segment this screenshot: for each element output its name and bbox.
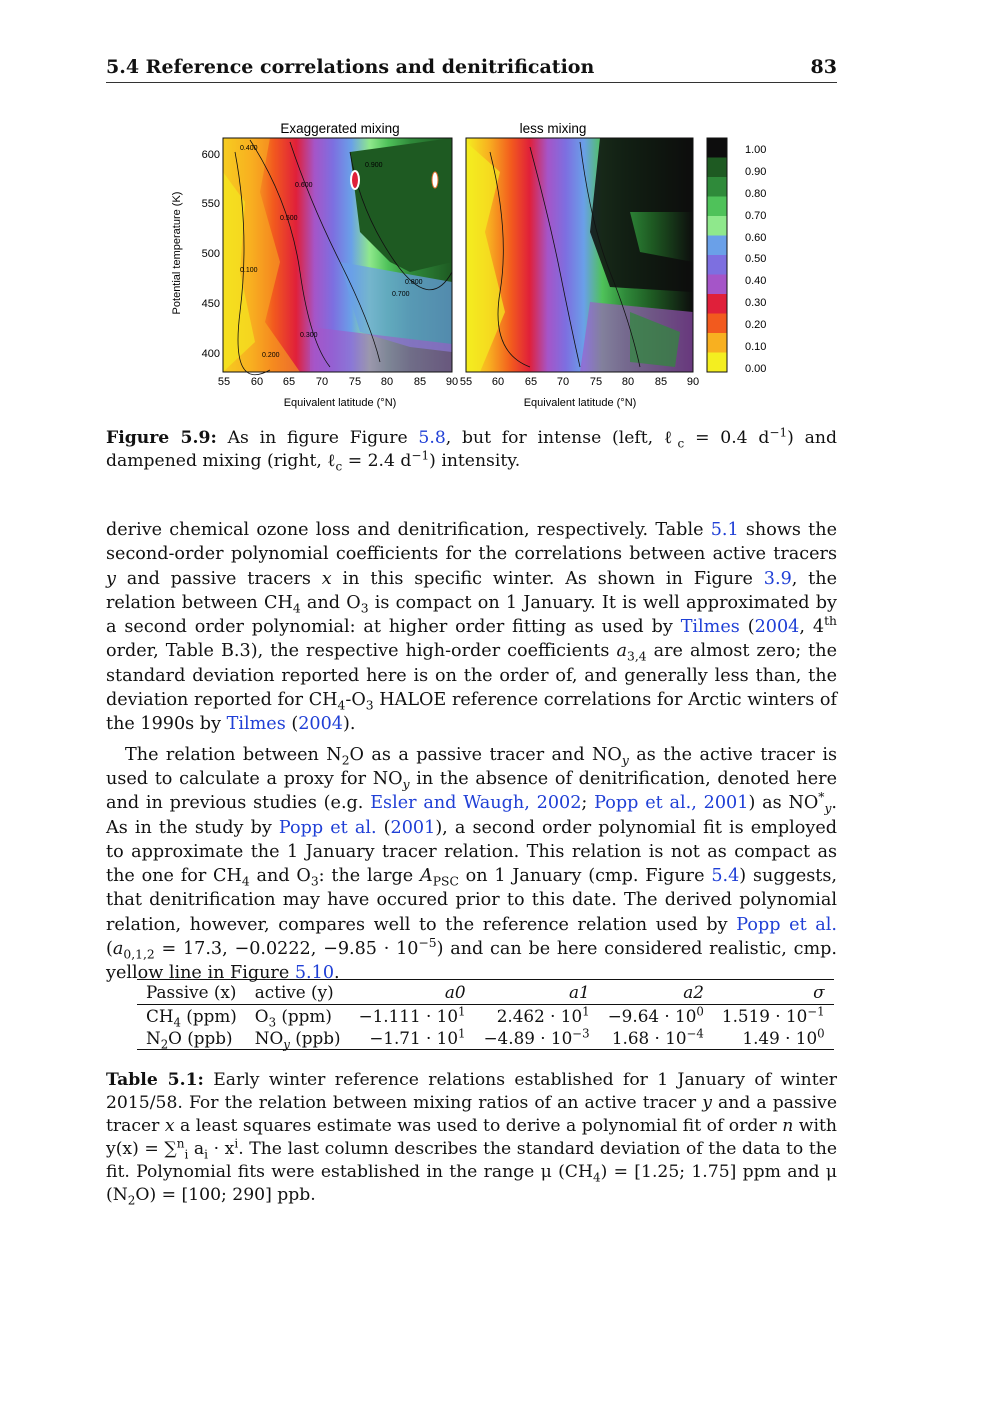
contour-label: 0.600 <box>295 182 313 189</box>
x-tick: 70 <box>315 376 329 388</box>
cell-text: (ppm) <box>180 1006 237 1026</box>
cell-text: CH <box>146 1006 174 1026</box>
table-row <box>137 1005 834 1028</box>
sub: 4 <box>173 1015 181 1030</box>
text: are almost zero; the standard deviation reported here is on the order of, and generally less than, the deviation reported for CH <box>106 641 837 711</box>
sub: 3 <box>365 698 374 713</box>
colorbar-swatch <box>707 236 727 256</box>
sub: 2 <box>160 1037 169 1052</box>
text: order, Table B.3), the respective high-order coefficients <box>106 641 617 662</box>
cell-text: 1.68 · 10 <box>611 1028 687 1048</box>
cell-text: −1.111 · 10 <box>358 1006 459 1026</box>
y-tick: 600 <box>201 149 220 161</box>
y-axis-label: Potential temperature (K) <box>171 191 183 315</box>
sub: 3,4 <box>627 650 647 664</box>
contour-label: 0.300 <box>300 332 318 339</box>
colorbar-swatch <box>707 197 727 217</box>
sub: 2 <box>341 753 350 768</box>
x-axis-label-right: Equivalent latitude (°N) <box>523 397 637 409</box>
header-cell-text: a0 <box>444 982 466 1002</box>
sup: 0 <box>817 1026 825 1041</box>
math-var: a <box>112 939 124 960</box>
caption-text: = 0.4 d <box>684 428 770 448</box>
table-cell <box>599 1027 713 1050</box>
caption-sup: −1 <box>769 425 788 440</box>
x-tick: 90 <box>686 376 700 388</box>
table-cell <box>475 1005 599 1028</box>
text: derive chemical ozone loss and denitrification, respectively. Table <box>106 520 711 540</box>
caption-text: and a passive tracer <box>106 1093 837 1136</box>
figure-caption <box>106 427 837 473</box>
header-cell-text: a2 <box>683 982 704 1002</box>
figure-link[interactable]: 5.8 <box>418 428 446 448</box>
citation-link[interactable]: Popp et al. <box>736 914 837 935</box>
contour-label: 0.500 <box>280 215 298 222</box>
table-label: Table 5.1: <box>106 1070 204 1090</box>
y-tick: 450 <box>201 298 220 310</box>
math-var: y <box>702 1093 712 1113</box>
header-cell <box>599 980 713 1005</box>
sub: i <box>184 1147 189 1162</box>
table-cell <box>246 1005 350 1028</box>
contour-label: 0.900 <box>365 162 383 169</box>
text: and passive tracers <box>115 568 322 589</box>
x-tick: 70 <box>556 376 570 388</box>
cell-text: NO <box>254 1028 284 1048</box>
x-tick: 60 <box>491 376 505 388</box>
table-row <box>137 1027 834 1050</box>
math-var: x <box>321 568 332 589</box>
text: O as a passive tracer and NO <box>349 744 622 765</box>
running-head <box>106 56 837 83</box>
colorbar <box>707 138 727 373</box>
figure-label: Figure 5.9: <box>106 428 217 448</box>
header-cell: Passive (x) <box>137 980 246 1005</box>
sup: −3 <box>572 1026 590 1041</box>
sub: y <box>824 801 832 816</box>
text: is compact on 1 January. It is well approximated by a second order polynomial: at higher order fitting as used by <box>106 592 837 638</box>
sup: 1 <box>458 1004 466 1019</box>
colorbar-tick: 0.60 <box>745 232 767 244</box>
text: shows the second-order polynomial coefficients for the correlations between active tracers <box>106 520 837 565</box>
x-tick: 55 <box>217 376 231 388</box>
citation-link[interactable]: Popp et al., 2001 <box>594 793 749 814</box>
table-cell <box>475 1027 599 1050</box>
paragraph-2 <box>106 743 837 986</box>
cell-text: 1.519 · 10 <box>721 1006 808 1026</box>
sub: y <box>283 1037 290 1052</box>
table-cell <box>137 1027 246 1050</box>
text: in this specific winter. As shown in Figure <box>331 568 764 589</box>
contour-figure <box>160 112 800 412</box>
x-ticks-right <box>460 376 699 388</box>
colorbar-swatch <box>707 294 727 314</box>
table-cell <box>713 1027 834 1050</box>
header-cell <box>713 980 834 1005</box>
cell-text: (ppm) <box>276 1006 332 1026</box>
colorbar-swatch <box>707 216 727 236</box>
math-var: x <box>164 1116 175 1136</box>
paragraph-1 <box>106 518 837 737</box>
header-cell <box>350 980 475 1005</box>
table-link[interactable]: 5.1 <box>710 520 739 540</box>
colorbar-swatch <box>707 138 727 158</box>
sub: y <box>621 753 629 768</box>
sup: th <box>824 614 837 629</box>
figure-link[interactable]: 5.10 <box>294 963 335 984</box>
caption-text: ) = [1.25; 1.75] ppm and μ (N <box>106 1162 837 1205</box>
page-number: 83 <box>810 56 837 78</box>
sub: 4 <box>241 874 250 889</box>
y-tick: 400 <box>201 348 220 360</box>
math-var: A <box>420 866 433 887</box>
sup: 0 <box>696 1004 704 1019</box>
header-cell <box>475 980 599 1005</box>
caption-text: , but for intense (left, ℓ <box>445 428 678 448</box>
contour-label: 0.700 <box>392 291 410 298</box>
header-cell-text: σ <box>813 982 825 1002</box>
sup: * <box>818 790 825 805</box>
text: ) as NO <box>748 793 819 814</box>
caption-text: Early winter reference relations established for 1 January of winter 2015/58. For the relation between mixing ratios of an active tracer <box>106 1070 837 1113</box>
caption-text: ) intensity. <box>429 451 521 471</box>
colorbar-swatch <box>707 314 727 334</box>
figure-link[interactable]: 5.4 <box>711 866 740 887</box>
colorbar-tick: 1.00 <box>745 144 767 156</box>
citation-link[interactable]: Tilmes <box>226 714 286 735</box>
right-contour-panel <box>466 138 693 372</box>
colorbar-tick: 0.50 <box>745 253 767 265</box>
x-tick: 80 <box>380 376 394 388</box>
cell-text: N <box>146 1028 161 1048</box>
table-header-row <box>137 980 834 1005</box>
text: ) and can be here considered realistic, cmp. yellow line in Figure <box>106 939 837 984</box>
text: , the relation between CH <box>106 568 837 613</box>
colorbar-swatch <box>707 353 727 373</box>
sup: 1 <box>582 1004 590 1019</box>
colorbar-tick: 0.30 <box>745 297 767 309</box>
colorbar-tick: 0.90 <box>745 166 767 178</box>
citation-link[interactable]: Tilmes <box>680 617 740 638</box>
cell-text: (ppb) <box>289 1028 341 1048</box>
section-title: 5.4 Reference correlations and denitrification <box>106 56 595 78</box>
sub: 3 <box>360 601 369 616</box>
table-cell <box>137 1005 246 1028</box>
table-cell <box>599 1005 713 1028</box>
caption-text: a least squares estimate was used to derive a polynomial fit of order <box>174 1116 783 1136</box>
cell-text: O <box>254 1006 269 1026</box>
cell-text: −9.64 · 10 <box>607 1006 697 1026</box>
sup: −1 <box>807 1004 825 1019</box>
figure-5-9 <box>160 112 800 412</box>
x-axis-label-left: Equivalent latitude (°N) <box>283 397 397 409</box>
citation-link[interactable]: 2001 <box>390 817 436 838</box>
text: ; <box>581 793 595 814</box>
y-tick: 500 <box>201 248 220 260</box>
figure-link[interactable]: 3.9 <box>763 568 792 589</box>
citation-link[interactable]: Esler and Waugh, 2002 <box>370 793 582 814</box>
table-cell <box>350 1027 475 1050</box>
sub: i <box>204 1147 208 1162</box>
text: ), a second order polynomial fit is employed to approximate the 1 January tracer relation. This relation is not as compact as the one for CH <box>106 817 837 887</box>
table-5-1 <box>137 979 825 1052</box>
caption-text: As in figure Figure <box>216 428 419 448</box>
sup: −4 <box>686 1026 704 1041</box>
text: The relation between N <box>125 744 342 765</box>
colorbar-tick: 0.10 <box>745 341 767 353</box>
text: as the active tracer is used to calculate a proxy for NO <box>106 744 838 789</box>
sub: 3 <box>268 1015 277 1030</box>
caption-text: . The last column describes the standard deviation of the data to the fit. Polynomial fits were established in the range μ (CH <box>106 1139 837 1182</box>
x-tick: 65 <box>282 376 296 388</box>
caption-sub: c <box>677 436 685 451</box>
x-tick: 60 <box>250 376 264 388</box>
colorbar-tick: 0.20 <box>745 319 767 331</box>
cell-text: −1.71 · 10 <box>369 1028 459 1048</box>
text: . <box>334 963 340 984</box>
caption-text: ) and dampened mixing (right, ℓ <box>106 428 837 471</box>
x-tick: 55 <box>459 376 473 388</box>
text: , 4 <box>799 617 825 638</box>
text: and O <box>300 592 361 613</box>
caption-text: = 2.4 d <box>342 451 412 471</box>
table-cell <box>713 1005 834 1028</box>
text: ). <box>342 714 356 735</box>
table-cell <box>246 1027 350 1050</box>
text: ( <box>106 939 113 960</box>
colorbar-swatch <box>707 255 727 275</box>
x-tick: 80 <box>621 376 635 388</box>
text: and O <box>249 866 311 887</box>
caption-text: · x <box>208 1139 235 1159</box>
contour-label: 0.400 <box>240 145 258 152</box>
cell-text: 1.49 · 10 <box>742 1028 818 1048</box>
text: on 1 January (cmp. Figure <box>458 866 712 887</box>
cell-text: −4.89 · 10 <box>483 1028 573 1048</box>
sup: 1 <box>458 1026 466 1041</box>
math-var: a <box>616 641 627 662</box>
text: ) suggests, that denitrification may have occured prior to this date. The derived polynomial relation, however, compares well to the reference relation used by <box>106 866 837 935</box>
sub: 4 <box>337 698 346 713</box>
math-var: y <box>106 568 116 589</box>
sub: y <box>402 777 410 792</box>
caption-sup: −1 <box>411 448 430 463</box>
text: ( <box>285 714 299 735</box>
x-tick: 85 <box>654 376 668 388</box>
colorbar-swatch <box>707 177 727 197</box>
header-cell: active (y) <box>246 980 350 1005</box>
cell-text: O (ppb) <box>168 1028 233 1048</box>
sub: 0,1,2 <box>123 947 155 962</box>
colorbar-tick: 0.40 <box>745 275 767 287</box>
colorbar-ticks <box>745 144 766 375</box>
x-ticks-left <box>218 376 458 388</box>
caption-sub: c <box>335 459 343 474</box>
y-ticks <box>202 149 220 360</box>
contour-label: 0.200 <box>262 352 280 359</box>
left-contour-panel <box>223 138 452 375</box>
colorbar-tick: 0.80 <box>745 188 767 200</box>
caption-text: O) = [100; 290] ppb. <box>135 1185 316 1205</box>
table-cell <box>350 1005 475 1028</box>
contour-label: 0.800 <box>405 279 423 286</box>
colorbar-swatch <box>707 333 727 353</box>
x-tick: 65 <box>524 376 538 388</box>
sub: PSC <box>432 874 459 889</box>
text: HALOE reference correlations for Arctic winters of the 1990s by <box>106 690 837 735</box>
text: ( <box>739 617 755 638</box>
citation-link[interactable]: 2004 <box>298 714 343 735</box>
text: : the large <box>318 866 420 887</box>
text: -O <box>345 690 366 711</box>
right-panel-title: less mixing <box>519 121 587 136</box>
body-text <box>106 518 837 986</box>
text: = 17.3, −0.0222, −9.85 · 10 <box>154 939 419 960</box>
colorbar-swatch <box>707 275 727 295</box>
sup: n <box>176 1136 185 1151</box>
x-tick: 75 <box>348 376 362 388</box>
colorbar-tick: 0.00 <box>745 363 767 375</box>
contour-label: 0.100 <box>240 267 258 274</box>
citation-link[interactable]: 2004 <box>754 617 800 638</box>
colorbar-swatch <box>707 158 727 178</box>
text: . As in the study by <box>106 793 837 838</box>
x-tick: 90 <box>445 376 459 388</box>
sub: 2 <box>127 1193 136 1208</box>
citation-link[interactable]: Popp et al. <box>278 817 377 838</box>
x-tick: 85 <box>413 376 427 388</box>
left-panel-title: Exaggerated mixing <box>280 121 400 136</box>
colorbar-tick: 0.70 <box>745 210 767 222</box>
sub: 4 <box>592 1170 601 1185</box>
caption-text: a <box>188 1139 205 1159</box>
coefficients-table <box>137 979 834 1050</box>
header-cell-text: a1 <box>568 982 590 1002</box>
y-tick: 550 <box>201 198 220 210</box>
sub: 4 <box>292 601 301 616</box>
cell-text: 2.462 · 10 <box>496 1006 583 1026</box>
text: ( <box>376 817 391 838</box>
sup: i <box>234 1136 239 1151</box>
table-caption <box>106 1069 837 1207</box>
x-tick: 75 <box>589 376 603 388</box>
caption-text: with y(x) = ∑ <box>106 1116 837 1159</box>
math-var: n <box>782 1116 794 1136</box>
sub: 3 <box>310 874 319 889</box>
text: in the absence of denitrification, denoted here and in previous studies (e.g. <box>106 768 837 814</box>
sup: −5 <box>418 936 437 951</box>
